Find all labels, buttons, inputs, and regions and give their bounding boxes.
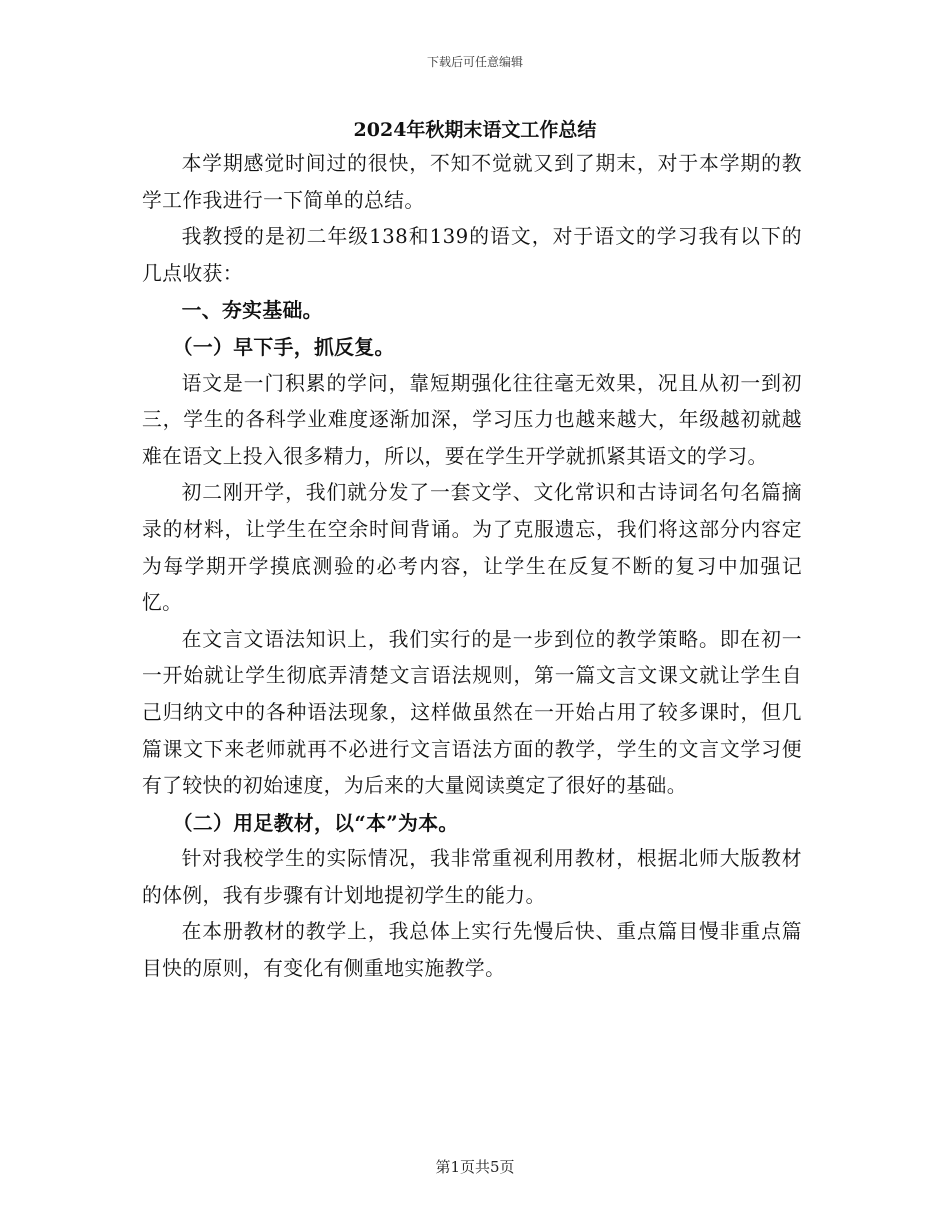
page-header-note: 下载后可任意编辑 — [426, 55, 523, 69]
page-number: 第1页共5页 — [435, 1158, 515, 1176]
paragraph-textbook-use: 针对我校学生的实际情况，我非常重视利用教材，根据北师大版教材的体例，我有步骤有计划地提初学生的能力。 — [142, 847, 802, 907]
paragraph-teaching-pace: 在本册教材的教学上，我总体上实行先慢后快、重点篇目慢非重点篇目快的原则，有变化有侧重地实施教学。 — [142, 920, 802, 981]
document-body — [142, 146, 802, 988]
subsection-heading-early-start: （一）早下手，抓反复。 — [172, 334, 395, 359]
paragraph-gains: 我教授的是初二年级138和139的语文，对于语文的学习我有以下的几点收获： — [142, 225, 802, 285]
paragraph-intro: 本学期感觉时间过的很快，不知不觉就又到了期末，对于本学期的教学工作我进行一下简单的总结。 — [142, 152, 802, 212]
paragraph-accumulation: 语文是一门积累的学问，靠短期强化往往毫无效果，况且从初一到初三，学生的各科学业难度逐渐加深，学习压力也越来越大，年级越初就越难在语文上投入很多精力，所以，要在学生开学就抓紧其语文的学习。 — [142, 371, 802, 468]
subsection-heading-textbook: （二）用足教材，以“本”为本。 — [172, 810, 459, 835]
paragraph-classical-grammar: 在文言文语法知识上，我们实行的是一步到位的教学策略。即在初一一开始就让学生彻底弄清楚文言语法规则，第一篇文言文课文就让学生自己归纳文中的各种语法现象，这样做虽然在一开始占用了较多课时，但几篇课文下来老师就再不必进行文言语法方面的教学，学生的文言文学习便有了较快的初始速度，为后来的大量阅读奠定了很好的基础。 — [142, 627, 802, 798]
document-title: 2024年秋期末语文工作总结 — [353, 119, 597, 141]
section-heading-foundation: 一、夯实基础。 — [181, 298, 323, 323]
paragraph-materials: 初二刚开学，我们就分发了一套文学、文化常识和古诗词名句名篇摘录的材料，让学生在空余时间背诵。为了克服遗忘，我们将这部分内容定为每学期开学摸底测验的必考内容，让学生在反复不断的复习中加强记忆。 — [142, 481, 802, 615]
